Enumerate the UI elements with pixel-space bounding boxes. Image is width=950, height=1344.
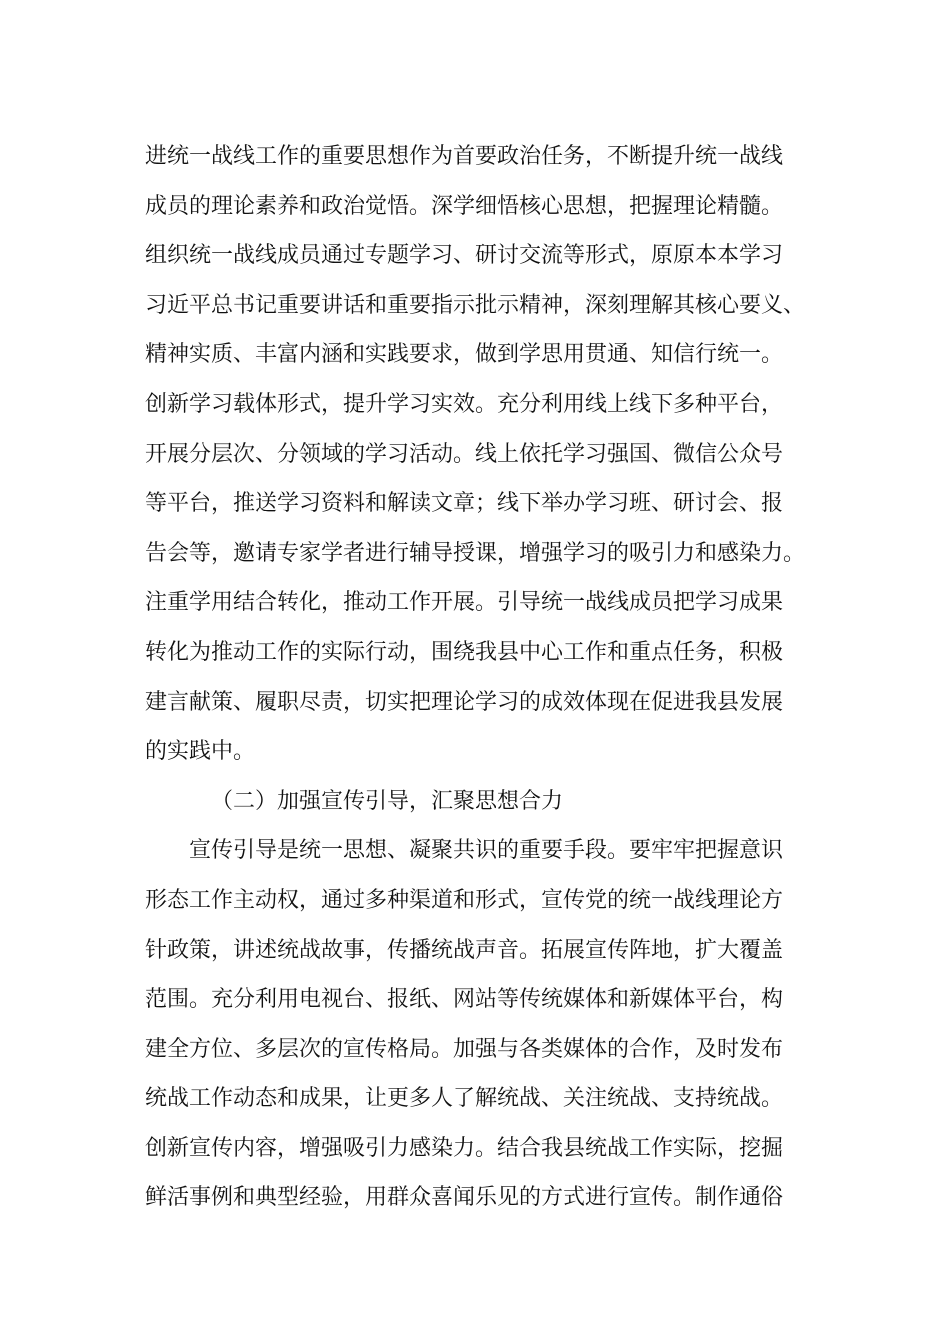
text-line: 注重学用结合转化，推动工作开展。引导统一战线成员把学习成果 [145,590,784,616]
text-line: 进统一战线工作的重要思想作为首要政治任务，不断提升统一战线 [145,144,784,169]
body-text [145,132,845,1223]
text-line: 建全方位、多层次的宣传格局。加强与各类媒体的合作，及时发布 [145,1036,784,1062]
text-line: 的实践中。 [145,739,256,765]
text-line: 精神实质、丰富内涵和实践要求，做到学思用贯通、知信行统一。 [145,342,784,368]
text-line: 告会等，邀请专家学者进行辅导授课，增强学习的吸引力和感染力。 [145,540,806,566]
text-line: 宣传引导是统一思想、凝聚共识的重要手段。要牢牢把握意识 [189,838,784,864]
text-line: 针政策，讲述统战故事，传播统战声音。拓展宣传阵地，扩大覆盖 [145,937,784,963]
text-line: 形态工作主动权，通过多种渠道和形式，宣传党的统一战线理论方 [145,887,784,913]
text-line: 鲜活事例和典型经验，用群众喜闻乐见的方式进行宣传。制作通俗 [145,1185,784,1211]
text-line: 成员的理论素养和政治觉悟。深学细悟核心思想，把握理论精髓。 [145,193,784,219]
text-line: 开展分层次、分领域的学习活动。线上依托学习强国、微信公众号 [145,441,784,467]
text-line: 范围。充分利用电视台、报纸、网站等传统媒体和新媒体平台，构 [145,987,784,1013]
text-line: 等平台，推送学习资料和解读文章；线下举办学习班、研讨会、报 [145,491,784,517]
text-line: 创新学习载体形式，提升学习实效。充分利用线上线下多种平台， [145,391,784,417]
text-line: 转化为推动工作的实际行动，围绕我县中心工作和重点任务，积极 [145,639,784,665]
section-heading: （二）加强宣传引导，汇聚思想合力 [211,788,564,814]
text-line: 组织统一战线成员通过专题学习、研讨交流等形式，原原本本学习 [145,243,784,269]
text-line: 习近平总书记重要讲话和重要指示批示精神，深刻理解其核心要义、 [145,292,806,318]
text-line: 创新宣传内容，增强吸引力感染力。结合我县统战工作实际，挖掘 [145,1135,784,1161]
text-line: 统战工作动态和成果，让更多人了解统战、关注统战、支持统战。 [145,1086,784,1112]
text-line: 建言献策、履职尽责，切实把理论学习的成效体现在促进我县发展 [145,689,784,715]
